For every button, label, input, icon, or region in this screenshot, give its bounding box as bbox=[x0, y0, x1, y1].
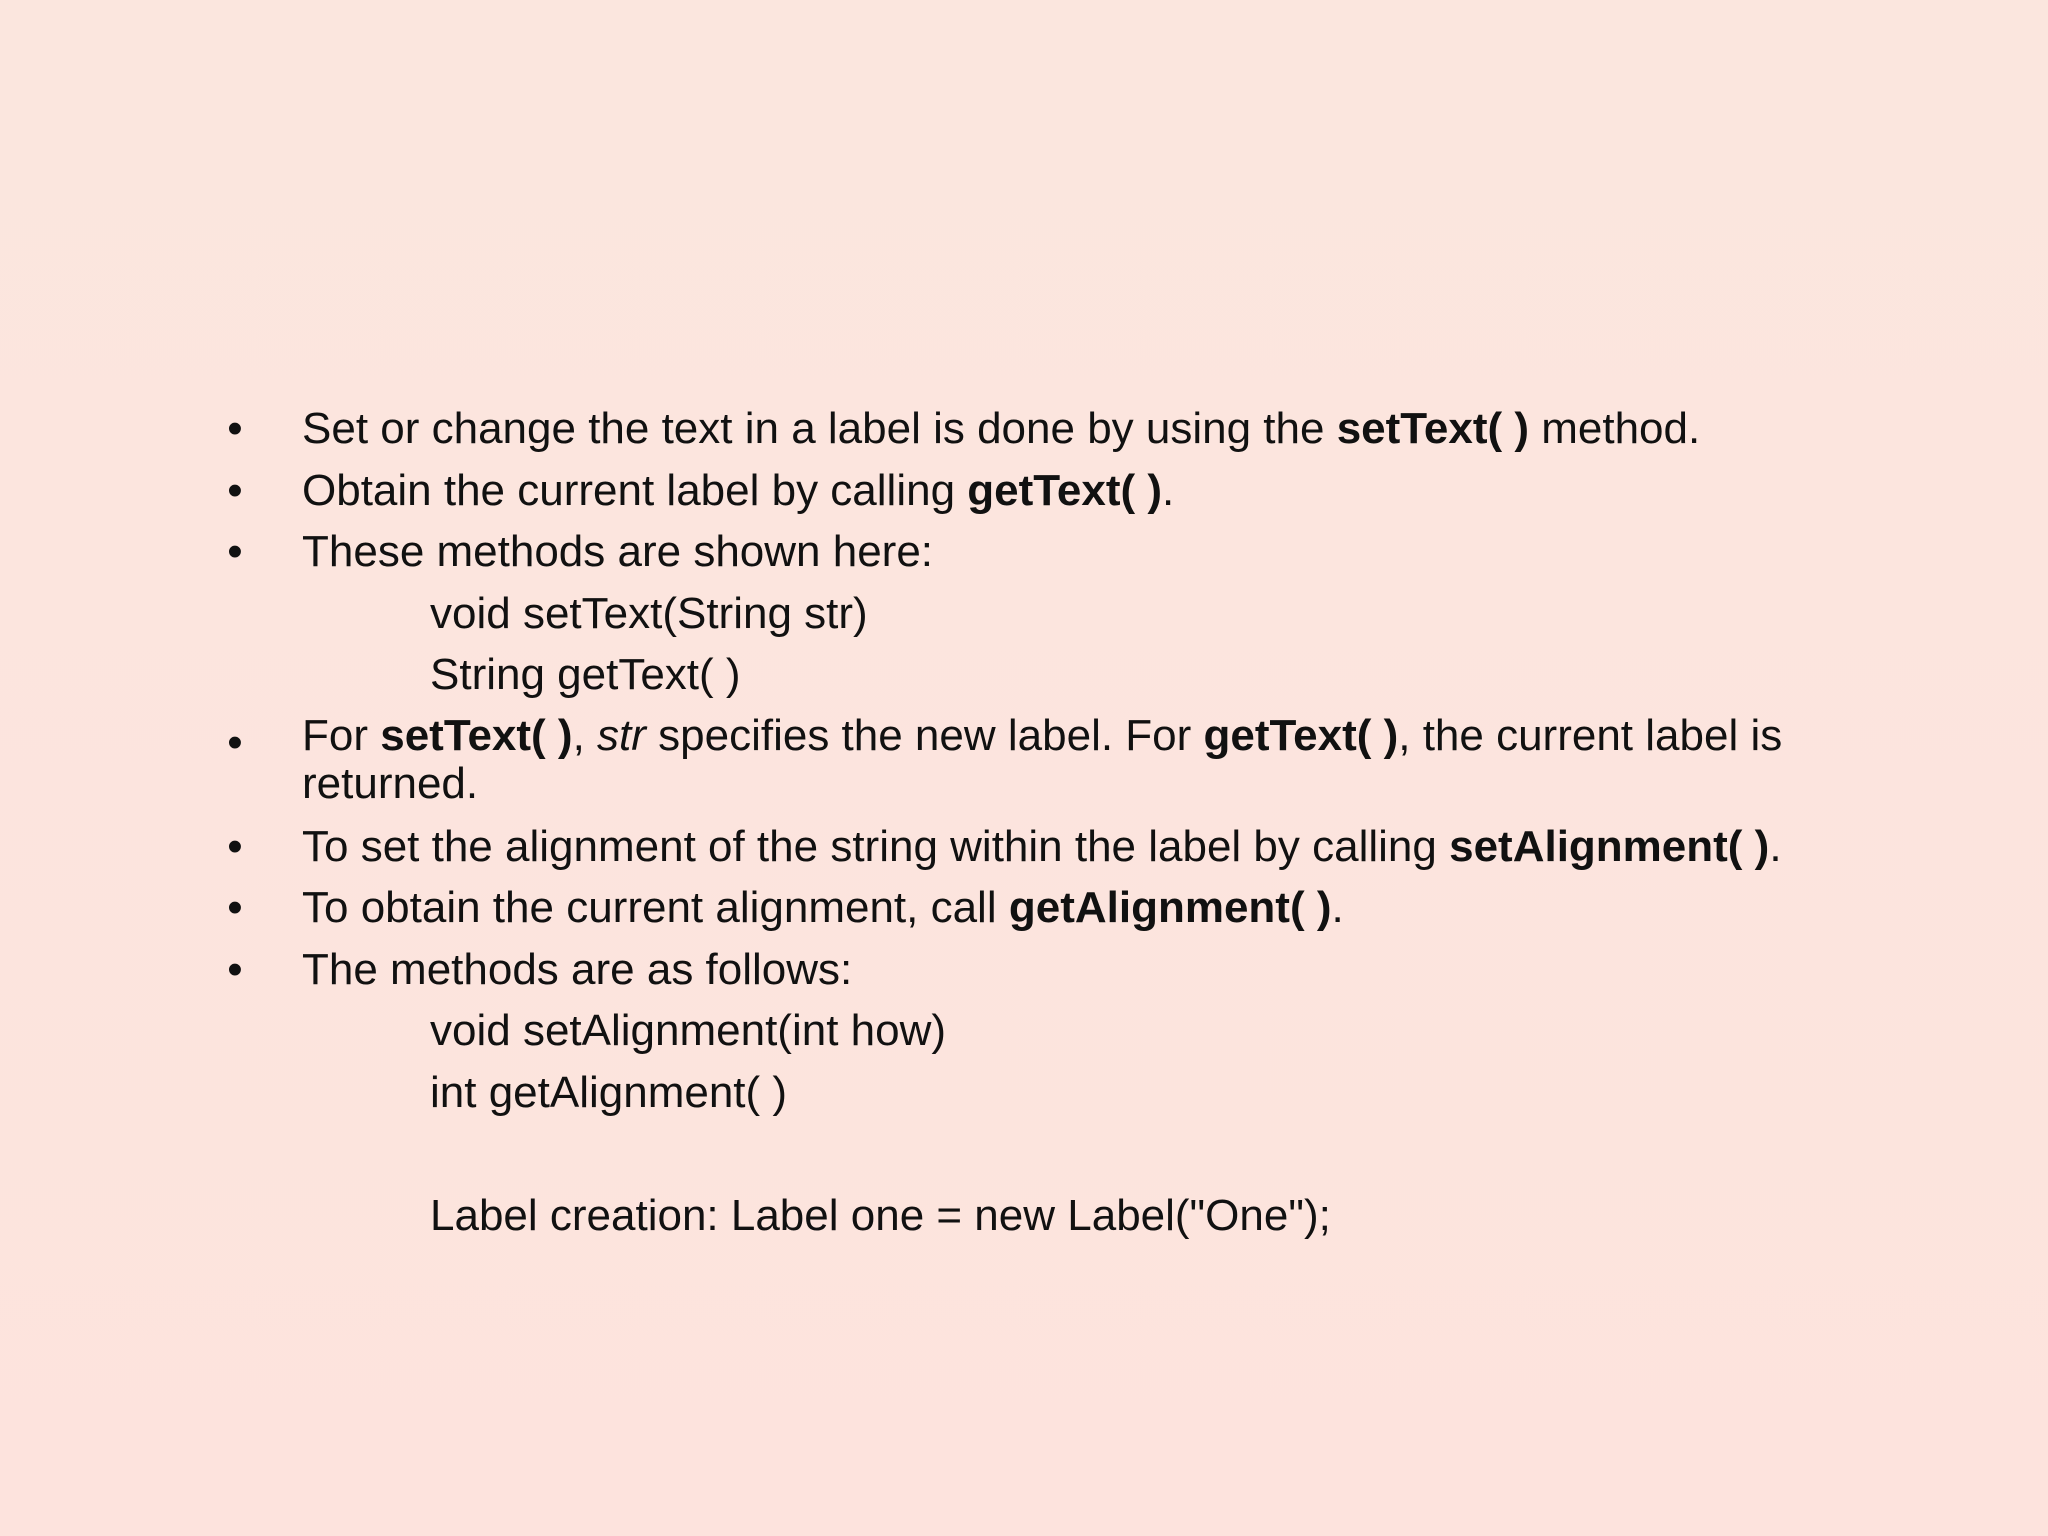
bullet-item bbox=[220, 939, 1920, 1001]
bullet-tail: . bbox=[1162, 465, 1175, 515]
bullet-bold: getAlignment( ) bbox=[1008, 883, 1332, 932]
bullet-tail: method. bbox=[1529, 404, 1701, 453]
bullet-icon: • bbox=[227, 821, 243, 871]
code-line: String getText( ) bbox=[430, 650, 741, 699]
code-line: void setText(String str) bbox=[430, 588, 868, 638]
bullet-bold: setText( ) bbox=[380, 710, 573, 760]
bullet-icon: • bbox=[227, 465, 243, 515]
bullet-icon: • bbox=[227, 527, 243, 576]
bullet-icon: • bbox=[227, 944, 243, 994]
bullet-tail: . bbox=[1331, 883, 1344, 932]
spacer bbox=[220, 1123, 1920, 1185]
bullet-item bbox=[220, 460, 1920, 522]
bullet-text: To obtain the current alignment, call bbox=[302, 883, 1009, 932]
bullet-text: Set or change the text in a label is done by using the bbox=[302, 404, 1337, 453]
bullet-bold: setAlignment( ) bbox=[1449, 821, 1770, 871]
bullet-text: For bbox=[302, 710, 381, 760]
bullet-item bbox=[220, 816, 1920, 878]
bullet-text: , the current label is returned. bbox=[302, 710, 1783, 808]
bullet-bold: getText( ) bbox=[967, 465, 1162, 515]
bullet-text: , bbox=[572, 710, 598, 760]
bullet-icon: • bbox=[227, 404, 243, 453]
bullet-text: These methods are shown here: bbox=[302, 527, 934, 576]
bullet-item bbox=[220, 398, 1920, 460]
bullet-item bbox=[220, 706, 1920, 816]
code-line: void setAlignment(int how) bbox=[430, 1006, 947, 1055]
bullet-icon: • bbox=[227, 717, 243, 767]
bullet-italic: str bbox=[597, 710, 646, 760]
bullet-bold: getText( ) bbox=[1203, 710, 1399, 760]
bullet-bold: setText( ) bbox=[1336, 404, 1530, 453]
bullet-text: To set the alignment of the string within the label by calling bbox=[302, 821, 1450, 871]
bullet-text: Obtain the current label by calling bbox=[302, 465, 968, 515]
bullet-tail: . bbox=[1769, 821, 1782, 871]
bullet-text: The methods are as follows: bbox=[302, 944, 853, 994]
label-creation-line: Label creation: Label one = new Label("One"); bbox=[430, 1190, 1331, 1240]
bullet-icon: • bbox=[227, 883, 243, 932]
bullet-text: specifies the new label. For bbox=[645, 710, 1204, 760]
slide-content bbox=[220, 398, 1920, 1246]
bullet-item bbox=[220, 521, 1920, 583]
code-line: int getAlignment( ) bbox=[430, 1067, 788, 1117]
bullet-item bbox=[220, 877, 1920, 939]
